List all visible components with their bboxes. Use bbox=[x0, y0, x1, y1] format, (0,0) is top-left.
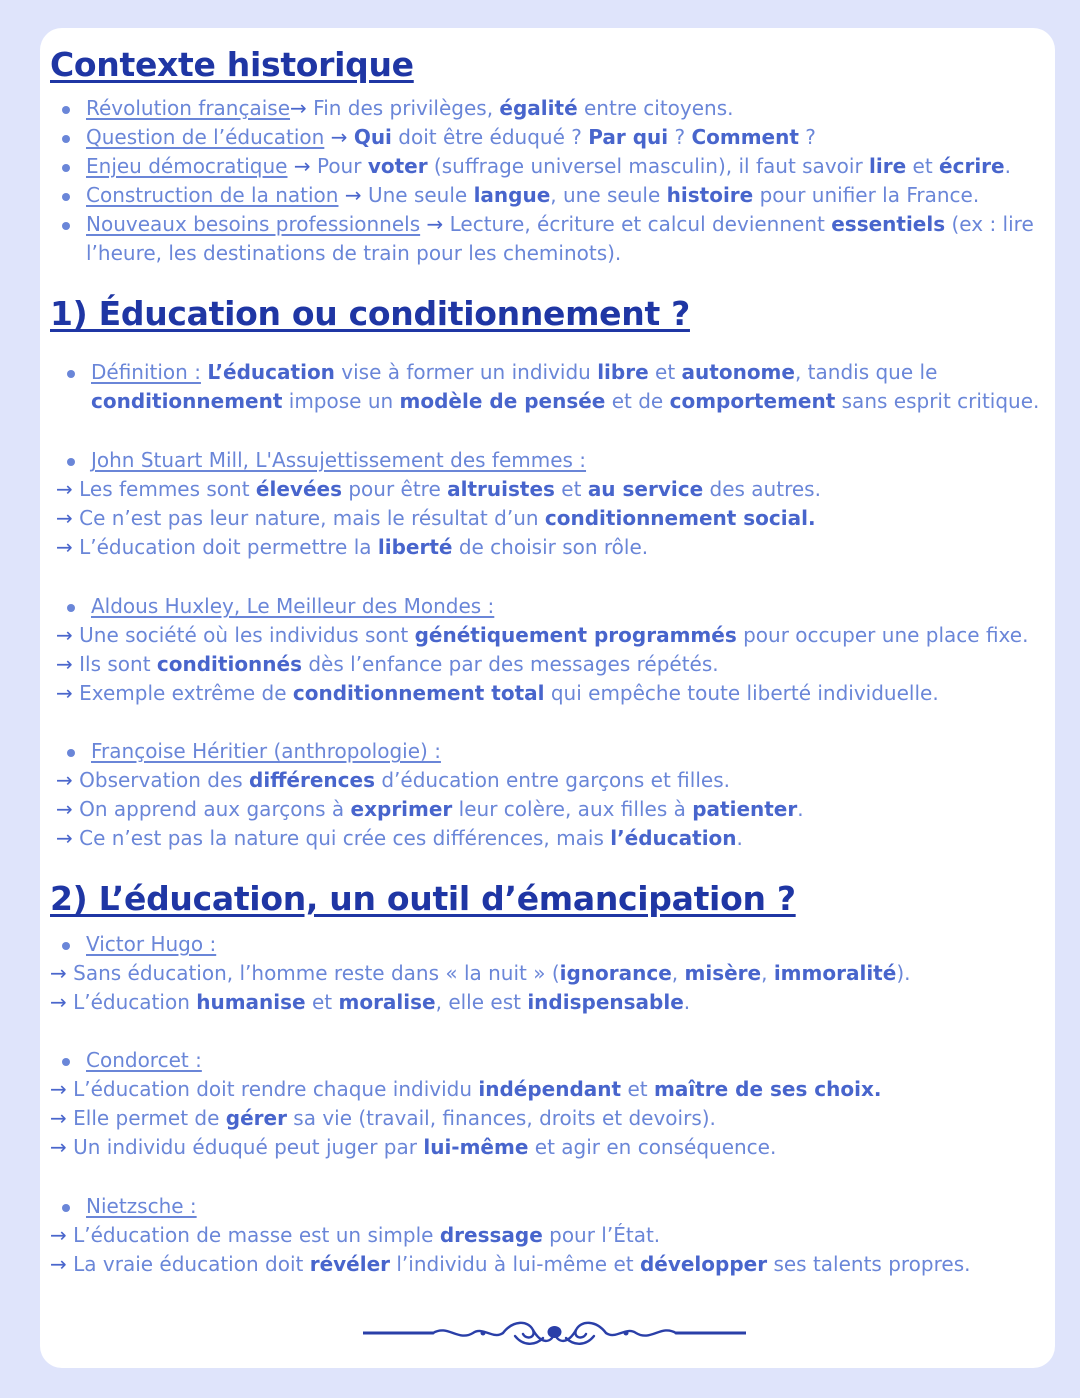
nietzsche-point: → La vraie éducation doit révéler l’individu à lui-même et développer ses talents propres. bbox=[50, 1252, 971, 1276]
heritier-point: → Ce n’est pas la nature qui crée ces différences, mais l’éducation. bbox=[56, 826, 743, 850]
bullet bbox=[67, 604, 75, 612]
mill-reference: John Stuart Mill, L'Assujettissement des femmes : bbox=[91, 448, 587, 472]
bullet bbox=[62, 164, 70, 172]
bullet bbox=[62, 1204, 70, 1212]
condorcet-point: → Un individu éduqué peut juger par lui-même et agir en conséquence. bbox=[50, 1135, 777, 1159]
hugo-point: → L’éducation humanise et moralise, elle est indispensable. bbox=[50, 990, 691, 1014]
condorcet-point: → L’éducation doit rendre chaque individu indépendant et maître de ses choix. bbox=[50, 1077, 882, 1101]
section1-heading: 1) Éducation ou conditionnement ? bbox=[50, 294, 690, 333]
mill-point: → L’éducation doit permettre la liberté de choisir son rôle. bbox=[56, 535, 649, 559]
definition-line-cont: conditionnement impose un modèle de pensée et de comportement sans esprit critique. bbox=[91, 389, 1040, 413]
bullet bbox=[67, 749, 75, 757]
heritier-point: → On apprend aux garçons à exprimer leur colère, aux filles à patienter. bbox=[56, 797, 804, 821]
bullet bbox=[62, 1058, 70, 1066]
context-item-democracy: Enjeu démocratique → Pour voter (suffrage universel masculin), il faut savoir lire et écrire. bbox=[86, 154, 1011, 178]
note-card bbox=[40, 28, 1055, 1368]
context-heading: Contexte historique bbox=[50, 45, 414, 84]
hugo-reference: Victor Hugo : bbox=[86, 932, 217, 956]
condorcet-reference: Condorcet : bbox=[86, 1048, 202, 1072]
context-item-education-question: Question de l’éducation → Qui doit être éduqué ? Par qui ? Comment ? bbox=[86, 125, 816, 149]
mill-point: → Les femmes sont élevées pour être altruistes et au service des autres. bbox=[56, 477, 821, 501]
context-item-revolution: Révolution française→ Fin des privilèges, égalité entre citoyens. bbox=[86, 96, 734, 120]
mill-point: → Ce n’est pas leur nature, mais le résultat d’un conditionnement social. bbox=[56, 506, 816, 530]
bullet bbox=[67, 370, 75, 378]
condorcet-point: → Elle permet de gérer sa vie (travail, finances, droits et devoirs). bbox=[50, 1106, 716, 1130]
huxley-point: → Ils sont conditionnés dès l’enfance par des messages répétés. bbox=[56, 652, 719, 676]
flourish-divider-icon bbox=[363, 1318, 746, 1348]
bullet bbox=[62, 106, 70, 114]
bullet bbox=[67, 458, 75, 466]
bullet bbox=[62, 222, 70, 230]
huxley-point: → Une société où les individus sont génétiquement programmés pour occuper une place fixe. bbox=[56, 623, 1029, 647]
hugo-point: → Sans éducation, l’homme reste dans « la nuit » (ignorance, misère, immoralité). bbox=[50, 961, 911, 985]
heritier-point: → Observation des différences d’éducation entre garçons et filles. bbox=[56, 768, 730, 792]
nietzsche-reference: Nietzsche : bbox=[86, 1194, 197, 1218]
bullet bbox=[62, 135, 70, 143]
section2-heading: 2) L’éducation, un outil d’émancipation ? bbox=[50, 879, 796, 918]
heritier-reference: Françoise Héritier (anthropologie) : bbox=[91, 739, 441, 763]
context-item-nation: Construction de la nation → Une seule langue, une seule histoire pour unifier la France. bbox=[86, 183, 980, 207]
definition-line: Définition : L’éducation vise à former un individu libre et autonome, tandis que le bbox=[91, 360, 938, 384]
nietzsche-point: → L’éducation de masse est un simple dressage pour l’État. bbox=[50, 1223, 661, 1247]
bullet bbox=[62, 942, 70, 950]
bullet bbox=[62, 193, 70, 201]
context-item-professional: Nouveaux besoins professionnels → Lecture, écriture et calcul deviennent essentiels (ex : lire bbox=[86, 212, 1034, 236]
context-item-professional-cont: l’heure, les destinations de train pour les cheminots). bbox=[86, 241, 622, 265]
huxley-reference: Aldous Huxley, Le Meilleur des Mondes : bbox=[91, 594, 495, 618]
huxley-point: → Exemple extrême de conditionnement total qui empêche toute liberté individuelle. bbox=[56, 681, 939, 705]
